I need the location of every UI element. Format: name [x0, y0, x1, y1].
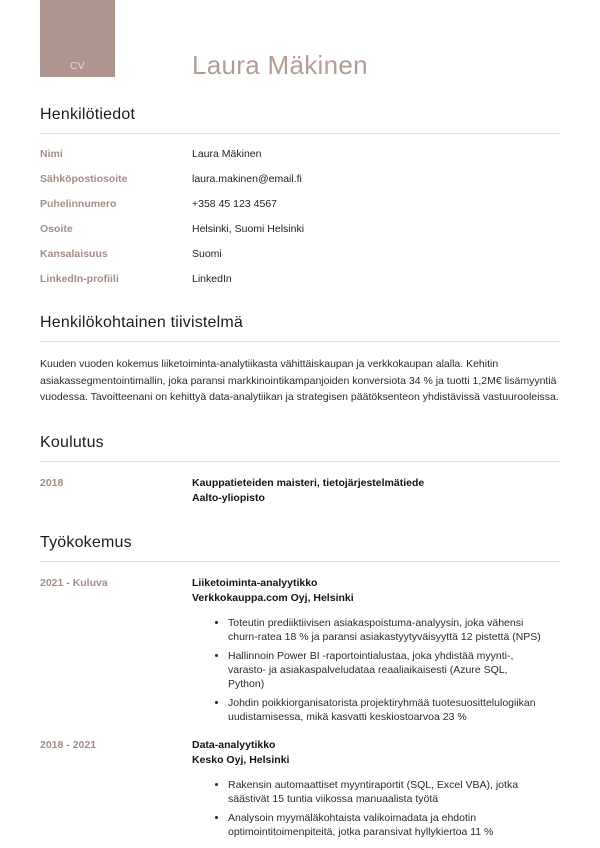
- experience-entry-2: [40, 738, 560, 768]
- field-label: Kansalaisuus: [40, 248, 108, 260]
- experience-headline: [192, 738, 560, 768]
- section-experience: [40, 534, 560, 839]
- education-degree: Kauppatieteiden maisteri, tietojärjestelmätiede: [192, 476, 425, 489]
- experience-bullets-1: [212, 616, 544, 724]
- section-education: [40, 434, 560, 506]
- field-value: Suomi: [192, 248, 222, 260]
- education-headline: [192, 476, 560, 506]
- field-label: Nimi: [40, 148, 63, 160]
- personal-details-rows: [40, 148, 560, 286]
- education-entry: [40, 476, 560, 506]
- field-label: Sähköpostiosoite: [40, 173, 128, 185]
- experience-entry-1: [40, 576, 560, 606]
- field-value: Laura Mäkinen: [192, 148, 262, 160]
- personal-row-address: [40, 223, 560, 236]
- experience-title: Liiketoiminta-analyytikko: [192, 576, 318, 589]
- section-summary: [40, 314, 560, 406]
- personal-row-linkedin: [40, 273, 560, 286]
- experience-bullets-2: [212, 778, 544, 839]
- summary-heading: Henkilökohtainen tiivistelmä: [40, 314, 560, 342]
- cv-badge-label: CV: [70, 61, 85, 72]
- experience-bullet: • Johdin poikkiorganisatorista projektiryhmää tuotesuosittelulogiikan uudistamisessa, mikä kasvatti keskiostoarvoa 23 %: [228, 696, 544, 724]
- experience-bullet: • Analysoin myymäläkohtaista valikoimadata ja ehdotin optimointitoimenpiteitä, jotka paransivat hyllykiertoa 11 %: [228, 811, 544, 839]
- experience-heading: Työkokemus: [40, 534, 560, 562]
- field-value: laura.makinen@email.fi: [192, 173, 302, 185]
- personal-row-nationality: [40, 248, 560, 261]
- experience-headline: [192, 576, 560, 606]
- cv-badge: [40, 0, 115, 77]
- experience-company: Verkkokauppa.com Oyj, Helsinki: [192, 591, 354, 604]
- cv-header: [40, 0, 560, 78]
- field-label: Puhelinnumero: [40, 198, 117, 210]
- personal-row-name: [40, 148, 560, 161]
- section-personal-details: [40, 106, 560, 286]
- page-title: Laura Mäkinen: [192, 50, 368, 80]
- linkedin-link[interactable]: LinkedIn: [192, 273, 232, 285]
- experience-title: Data-analyytikko: [192, 738, 276, 751]
- experience-period: 2021 - Kuluva: [40, 576, 108, 589]
- personal-row-phone: [40, 198, 560, 211]
- field-label: LinkedIn-profiili: [40, 273, 119, 285]
- field-value: +358 45 123 4567: [192, 198, 277, 210]
- field-label: Osoite: [40, 223, 73, 235]
- experience-period: 2018 - 2021: [40, 738, 97, 751]
- education-heading: Koulutus: [40, 434, 560, 462]
- experience-company: Kesko Oyj, Helsinki: [192, 753, 290, 766]
- personal-details-heading: Henkilötiedot: [40, 106, 560, 134]
- personal-row-email: [40, 173, 560, 186]
- experience-bullet: • Toteutin prediiktiivisen asiakaspoistuma-analyysin, joka vähensi churn-ratea 18 % ja paransi asiakastyytyväisyyttä 12 pistettä (NPS): [228, 616, 544, 644]
- experience-bullet: • Rakensin automaattiset myyntiraportit (SQL, Excel VBA), jotka säästivät 15 tuntia viikossa manuaalista työtä: [228, 778, 544, 806]
- experience-bullet: • Hallinnoin Power BI -raportointialustaa, joka yhdistää myynti-, varasto- ja asiakaspalveludataa reaaliaikaisesti (Azure SQL, Python): [228, 649, 544, 691]
- education-period: 2018: [40, 476, 64, 489]
- summary-text: Kuuden vuoden kokemus liiketoiminta-analytiikasta vähittäiskaupan ja verkkokaupan alalla. Kehitin asiakassegmentointimallin, joka paransi markkinointikampanjoiden konversiota 34 % ja tuotti 1,2M€ lisämyyntiä vuodessa. Tavoitteenani on kehittyä data-analytiikan ja strategisen päätöksenteon yhdistävissä vastuurooleissa.: [40, 358, 559, 403]
- education-school: Aalto-yliopisto: [192, 491, 265, 504]
- field-value: Helsinki, Suomi Helsinki: [192, 223, 305, 235]
